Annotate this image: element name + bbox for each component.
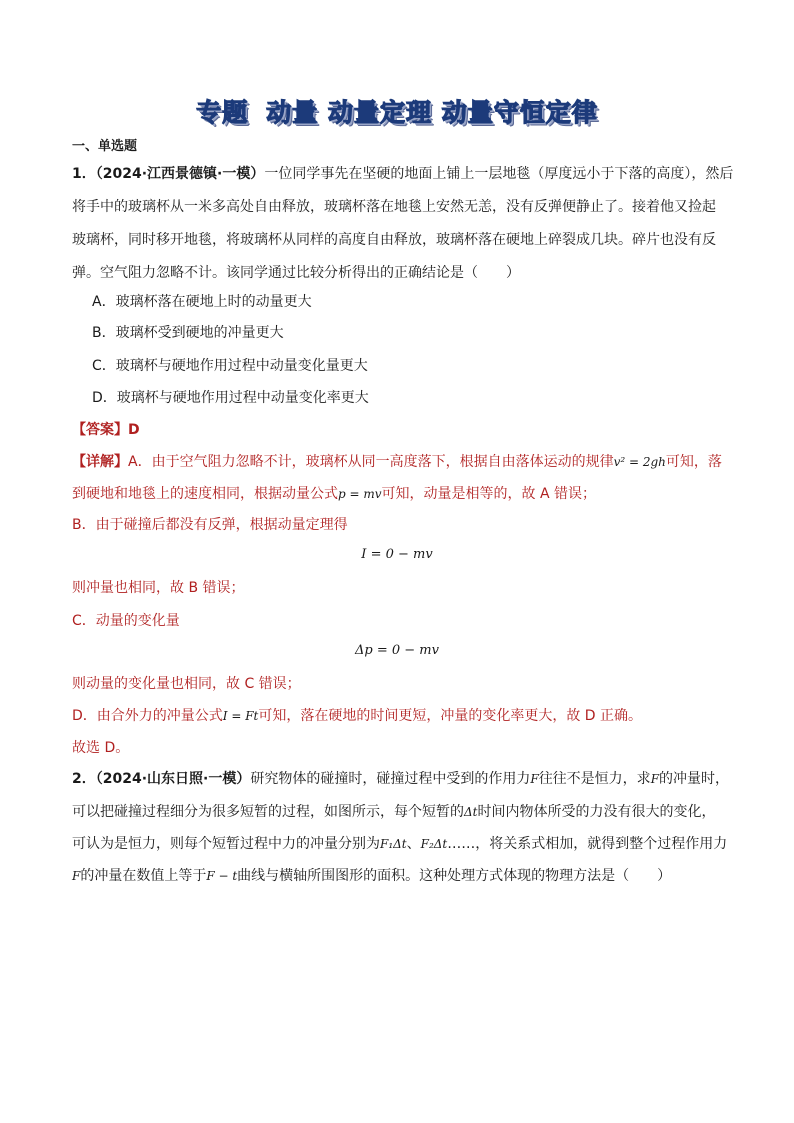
q2-f2dt: F₂Δt	[420, 837, 448, 851]
q2-text-1a: 研究物体的碰撞时，碰撞过程中受到的作用力	[250, 771, 531, 787]
section-heading: 一、单选题	[72, 139, 138, 154]
q1-option-a: A．玻璃杯落在硬地上时的动量更大	[92, 294, 312, 310]
q2-text-2b: 时间内物体所受的力没有很大的变化，	[477, 804, 716, 820]
q1-line-2: 将手中的玻璃杯从一米多高处自由释放，玻璃杯落在地毯上安然无恙，没有反弹便静止了。接着他又捡起	[72, 199, 716, 215]
detail-a-text-1: A．由于空气阻力忽略不计，玻璃杯从同一高度落下，根据自由落体运动的规律	[128, 454, 614, 470]
q2-line-1	[72, 769, 729, 789]
q1-source: （2024·江西景德镇·一模）	[95, 166, 265, 182]
q1-detail-d	[72, 706, 642, 726]
title-topic-label: 专题	[196, 98, 249, 127]
q1-detail-c-1: C．动量的变化量	[72, 613, 180, 629]
q2-text-1b: 往往不是恒力，求	[538, 771, 651, 787]
q1-detail-b-2: 则冲量也相同，故 B 错误；	[72, 580, 245, 596]
q2-text-2a: 可以把碰撞过程细分为很多短暂的过程，如图所示，每个短暂的	[72, 804, 464, 820]
q2-ft: F − t	[206, 869, 238, 883]
q2-f-4: F	[72, 869, 81, 883]
q1-option-b: B．玻璃杯受到硬地的冲量更大	[92, 325, 284, 341]
q2-f-1: F	[530, 772, 539, 786]
q1-option-d: D．玻璃杯与硬地作用过程中动量变化率更大	[92, 390, 369, 406]
q1-number: 1．	[72, 166, 96, 182]
detail-d-text-b: 可知，落在硬地的时间更短，冲量的变化率更大，故 D 正确。	[258, 708, 643, 724]
q1-line-4: 弹。空气阻力忽略不计。该同学通过比较分析得出的正确结论是（ ）	[72, 265, 520, 281]
q1-detail-b-formula: I = 0 − mv	[361, 547, 433, 562]
q1-detail-a-1	[72, 452, 722, 472]
q1-detail-c-2: 则动量的变化量也相同，故 C 错误；	[72, 676, 301, 692]
q1-line-3: 玻璃杯，同时移开地毯，将玻璃杯从同样的高度自由释放，玻璃杯落在硬地上碎裂成几块。碎片也没有反	[72, 232, 716, 248]
q2-line-2	[72, 802, 716, 822]
detail-a-text-2b: 可知，动量是相等的，故 A 错误；	[381, 486, 597, 502]
q2-sep: 、	[406, 836, 421, 852]
q2-number: 2．	[72, 771, 96, 787]
q1-answer	[72, 420, 140, 440]
q2-text-3b: ……，将关系式相加，就得到整个过程作用力	[447, 836, 728, 852]
q2-line-3	[72, 834, 727, 854]
q1-text-1: 一位同学事先在坚硬的地面上铺上一层地毯（厚度远小于下落的高度），然后	[264, 166, 734, 182]
q2-text-4a: 的冲量在数值上等于	[80, 868, 207, 884]
answer-label: 【答案】	[72, 422, 128, 438]
q2-source: （2024·山东日照·一模）	[95, 771, 251, 787]
detail-label: 【详解】	[72, 454, 128, 470]
q2-text-4b: 曲线与横轴所围图形的面积。这种处理方式体现的物理方法是（ ）	[237, 868, 672, 884]
detail-a-formula-1: v² = 2gh	[613, 455, 666, 469]
q1-conclusion: 故选 D。	[72, 740, 130, 756]
q1-detail-c-formula: Δp = 0 − mv	[355, 643, 439, 658]
q2-f1dt: F₁Δt	[380, 837, 407, 851]
q1-line-1	[72, 164, 733, 184]
detail-a-text-1b: 可知，落	[665, 454, 722, 470]
detail-d-formula: I = Ft	[222, 709, 259, 723]
detail-d-text: D．由合外力的冲量公式	[72, 708, 223, 724]
q2-f-2: F	[650, 772, 660, 786]
detail-a-formula-2: p = mv	[338, 487, 382, 501]
q2-line-4	[72, 866, 671, 886]
q1-detail-b-1: B．由于碰撞后都没有反弹，根据动量定理得	[72, 517, 348, 533]
q1-detail-a-2	[72, 484, 596, 504]
q2-text-3a: 可认为是恒力，则每个短暂过程中力的冲量分别为	[72, 836, 380, 852]
page-title	[0, 93, 794, 129]
title-topic-text: 动量 动量定理 动量守恒定律	[266, 98, 598, 127]
answer-value: D	[128, 422, 140, 438]
q1-option-c: C．玻璃杯与硬地作用过程中动量变化量更大	[92, 358, 368, 374]
q2-text-1c: 的冲量时，	[659, 771, 730, 787]
detail-a-text-2: 到硬地和地毯上的速度相同，根据动量公式	[72, 486, 338, 502]
q2-dt: Δt	[464, 805, 478, 819]
